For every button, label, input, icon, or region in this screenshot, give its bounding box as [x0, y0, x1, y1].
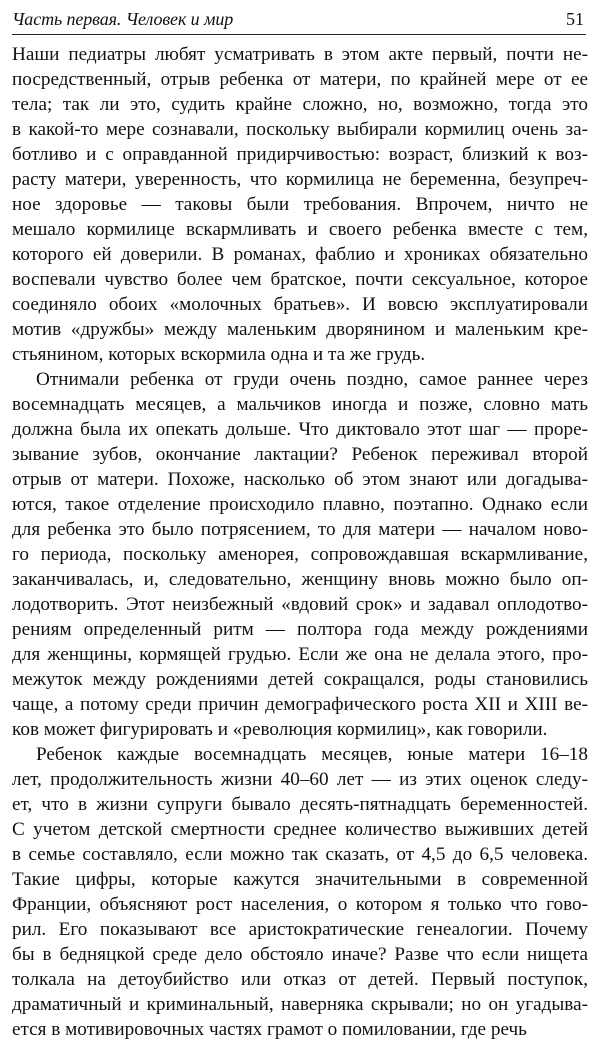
- text-line: С учетом детской смертности среднее количество выживших детей: [12, 819, 588, 840]
- running-title: Часть первая. Человек и мир: [12, 9, 234, 29]
- running-head: [12, 6, 586, 35]
- text-line: стьянином, которых вскормила одна и та же грудь.: [12, 344, 426, 365]
- paragraph: [12, 742, 588, 1042]
- text-line: зывание зубов, окончание лактации? Ребенок переживал второй: [12, 444, 588, 465]
- page-number: 51: [566, 9, 584, 29]
- text-line: соединяло обоих «молочных братьев». И вовсю эксплуатировали: [12, 294, 588, 315]
- text-line: тела; так ли это, судить крайне сложно, но, возможно, тогда это: [12, 94, 588, 115]
- text-line: чаще, а потому среди причин демографического роста XII и XIII ве-: [12, 694, 588, 715]
- text-line: лет, продолжительность жизни 40–60 лет — из этих оценок следу-: [12, 769, 588, 790]
- text-line: ков может фигурировать и «революция кормилиц», как говорили.: [12, 719, 548, 740]
- text-line: в какой-то мере сознавали, поскольку выбирали кормилиц очень за-: [12, 119, 588, 140]
- text-line: посредственный, отрыв ребенка от матери, по крайней мере от ее: [12, 69, 588, 90]
- text-line: должна была их опекать дольше. Что диктовало этот шаг — проре-: [12, 419, 588, 440]
- text-line: восемнадцать месяцев, а мальчиков иногда и позже, словно мать: [12, 394, 588, 415]
- text-line: го периода, поскольку аменорея, сопровождавшая вскармливание,: [12, 544, 588, 565]
- text-line: рениям определенный ритм — полтора года между рождениями: [12, 619, 588, 640]
- text-line: для ребенка это было потрясением, то для матери — началом ново-: [12, 519, 588, 540]
- body-text: [12, 42, 588, 1042]
- text-line: ется в мотивировочных частях грамот о помиловании, где речь: [12, 1019, 527, 1040]
- text-line: которого ей доверили. В романах, фаблио и хрониках обязательно: [12, 244, 588, 265]
- text-line: Наши педиатры любят усматривать в этом акте первый, почти не-: [12, 44, 588, 65]
- text-line: драматичный и криминальный, наверняка скрывали; но он угадыва-: [12, 994, 588, 1015]
- text-line: Франции, объясняют рост населения, о котором я только что гово-: [12, 894, 588, 915]
- text-line: Ребенок каждые восемнадцать месяцев, юные матери 16–18: [36, 744, 588, 765]
- paragraph: [12, 367, 588, 742]
- paragraph: [12, 42, 588, 367]
- text-line: расту матери, уверенность, что кормилица не беременна, безупреч-: [12, 169, 588, 190]
- text-line: мешало кормилице вскармливать и своего ребенка вместе с тем,: [12, 219, 588, 240]
- text-line: в семье составляло, если можно так сказать, от 4,5 до 6,5 человека.: [12, 844, 588, 865]
- text-line: ботливо и с оправданной придирчивостью: возраст, близкий к воз-: [12, 144, 588, 165]
- text-line: межуток между рождениями детей сокращался, роды становились: [12, 669, 588, 690]
- text-line: бы в бедняцкой среде дело обстояло иначе? Разве что если нищета: [12, 944, 588, 965]
- text-line: ное здоровье — таковы были требования. Впрочем, ничто не: [12, 194, 588, 215]
- text-line: лодотворить. Этот неизбежный «вдовий срок» и задавал оплодотво-: [12, 594, 588, 615]
- text-line: заканчивалась, и, следовательно, женщину вновь можно было оп-: [12, 569, 588, 590]
- text-line: ет, что в жизни супруги бывало десять-пятнадцать беременностей.: [12, 794, 588, 815]
- text-line: отрыв от матери. Похоже, насколько об этом знают или догадыва-: [12, 469, 588, 490]
- text-line: воспевали чувство более чем братское, почти сексуальное, которое: [12, 269, 588, 290]
- text-line: рил. Его показывают все аристократические генеалогии. Почему: [12, 919, 588, 940]
- text-line: Такие цифры, которые кажутся значительными в современной: [12, 869, 588, 890]
- text-line: для женщины, кормящей грудью. Если же она не делала этого, про-: [12, 644, 588, 665]
- text-line: ются, такое отделение происходило плавно, поэтапно. Однако если: [12, 494, 588, 515]
- text-line: мотив «дружбы» между маленьким дворянином и маленьким кре-: [12, 319, 588, 340]
- text-line: Отнимали ребенка от груди очень поздно, самое раннее через: [36, 369, 588, 390]
- text-line: толкала на детоубийство или отказ от детей. Первый поступок,: [12, 969, 588, 990]
